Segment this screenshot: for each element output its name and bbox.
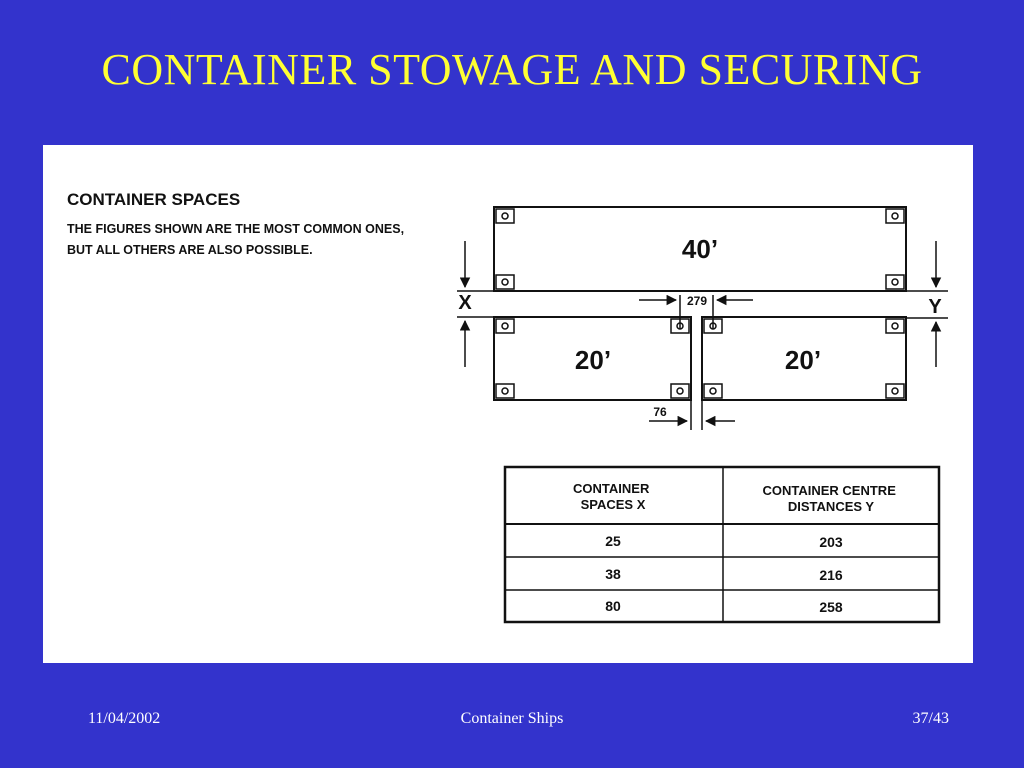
label-x: X: [458, 292, 472, 314]
label-20ft-left: 20’: [574, 345, 612, 375]
container-diagram: [43, 145, 973, 663]
slide-title: CONTAINER STOWAGE AND SECURING: [101, 45, 923, 94]
label-y: Y: [928, 296, 942, 318]
table-cell: 80: [605, 598, 621, 614]
table-header-spaces-x: CONTAINER SPACES X: [573, 481, 650, 512]
table-cell: 258: [819, 599, 843, 615]
label-20ft-right: 20’: [784, 345, 822, 375]
table-cell: 25: [605, 533, 621, 549]
table-cell: 203: [819, 534, 843, 550]
table-cell: 38: [605, 566, 621, 582]
footer-page-number: 37/43: [912, 710, 949, 727]
figure-note: THE FIGURES SHOWN ARE THE MOST COMMON ONES, BUT ALL OTHERS ARE ALSO POSSIBLE.: [67, 222, 405, 257]
figure-heading: CONTAINER SPACES: [67, 190, 241, 209]
table-cell: 216: [819, 567, 843, 583]
container-spaces-figure: [43, 145, 973, 663]
label-40ft: 40’: [681, 234, 719, 264]
label-279: 279: [686, 294, 708, 308]
dimension-y: [906, 241, 948, 367]
footer-title: Container Ships: [460, 710, 564, 727]
label-76: 76: [653, 405, 667, 419]
footer-date: 11/04/2002: [88, 710, 161, 727]
table-header-centre-distances-y: CONTAINER CENTRE DISTANCES Y: [762, 483, 896, 514]
